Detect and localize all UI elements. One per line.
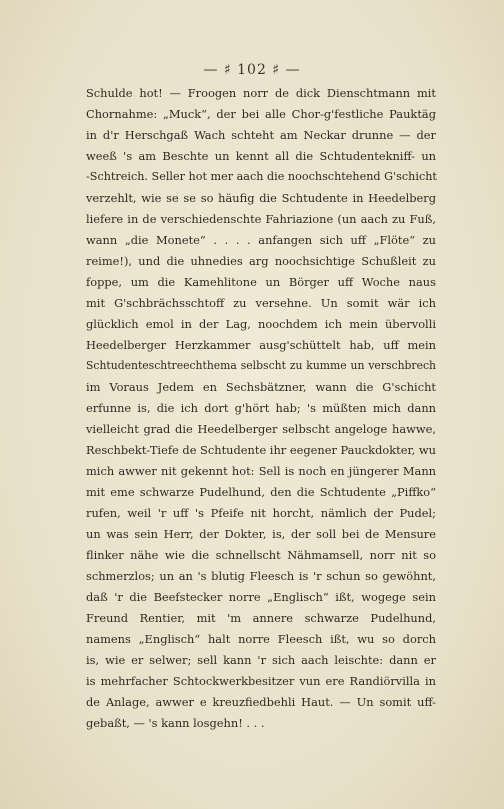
- page-header: — ♯ 102 ♯ —: [203, 62, 301, 78]
- text-line: weeß 's am Beschte un kennt all die Schtudentekniff- un: [86, 149, 436, 163]
- text-line: wann „die Monete“ . . . . anfangen sich uff „Flöte“ zu: [86, 233, 436, 247]
- text-line: in d'r Herschgaß Wach schteht am Neckar drunne — der: [86, 128, 436, 142]
- text-line: de Anlage, awwer e kreuzfiedbehli Haut. — Un somit uff-: [86, 695, 436, 709]
- text-line: foppe, um die Kamehlitone un Börger uff Woche naus: [86, 275, 436, 289]
- text-line: im Voraus Jedem en Sechsbätzner, wann die G'schicht: [86, 380, 436, 394]
- text-line-last: gebaßt, — 's kann losgehn! . . .: [86, 716, 265, 730]
- text-line: mit eme schwarze Pudelhund, den die Schtudente „Piffko“: [86, 485, 436, 499]
- text-line: daß 'r die Beefstecker norre „Englisch“ ißt, wogege sein: [86, 590, 436, 604]
- text-line: Schtudenteschtreechthema selbscht zu kumme un verschbrech: [86, 359, 436, 372]
- text-line: mich awwer nit gekennt hot: Sell is noch en jüngerer Mann: [86, 464, 436, 478]
- text-line: reime!), und die uhnedies arg noochsichtige Schußleit zu: [86, 254, 436, 268]
- text-line: glücklich emol in der Lag, noochdem ich mein übervolli: [86, 317, 436, 331]
- text-line: namens „Englisch“ halt norre Fleesch ißt, wu so dorch: [86, 632, 436, 646]
- text-line: Schulde hot! — Froogen norr de dick Dienschtmann mit: [86, 86, 436, 100]
- text-line: is, wie er selwer; sell kann 'r sich aach leischte: dann er: [86, 653, 436, 667]
- text-line: un was sein Herr, der Dokter, is, der soll bei de Mensure: [86, 527, 436, 541]
- text-line: Freund Rentier, mit 'm annere schwarze Pudelhund,: [86, 611, 436, 625]
- text-line: verzehlt, wie se se so häufig die Schtudente in Heedelberg: [86, 191, 436, 205]
- text-line: Reschbekt-Tiefe de Schtudente ihr eegener Pauckdokter, wu: [86, 443, 436, 457]
- text-line: -Schtreich. Seller hot mer aach die noochschtehend G'schicht: [86, 170, 437, 183]
- text-line: is mehrfacher Schtockwerkbesitzer vun ere Randiörvilla in: [86, 674, 436, 688]
- text-line: erfunne is, die ich dort g'hört hab; 's müßten mich dann: [86, 401, 436, 415]
- text-line: mit G'schbrächsschtoff zu versehne. Un somit wär ich: [86, 296, 436, 310]
- text-line: vielleicht grad die Heedelberger selbscht angeloge hawwe,: [86, 422, 436, 436]
- text-line: rufen, weil 'r uff 's Pfeife nit horcht, nämlich der Pudel;: [86, 506, 436, 520]
- text-line: liefere in de verschiedenschte Fahriazione (un aach zu Fuß,: [86, 212, 436, 226]
- text-line: Heedelberger Herzkammer ausg'schüttelt hab, uff mein: [86, 338, 436, 352]
- text-line: Chornahme: „Muck“, der bei alle Chor-g'festliche Pauktäg: [86, 107, 436, 121]
- text-line: schmerzlos; un an 's blutig Fleesch is 'r schun so gewöhnt,: [86, 569, 436, 583]
- text-line: flinker nähe wie die schnellscht Nähmamsell, norr nit so: [86, 548, 436, 562]
